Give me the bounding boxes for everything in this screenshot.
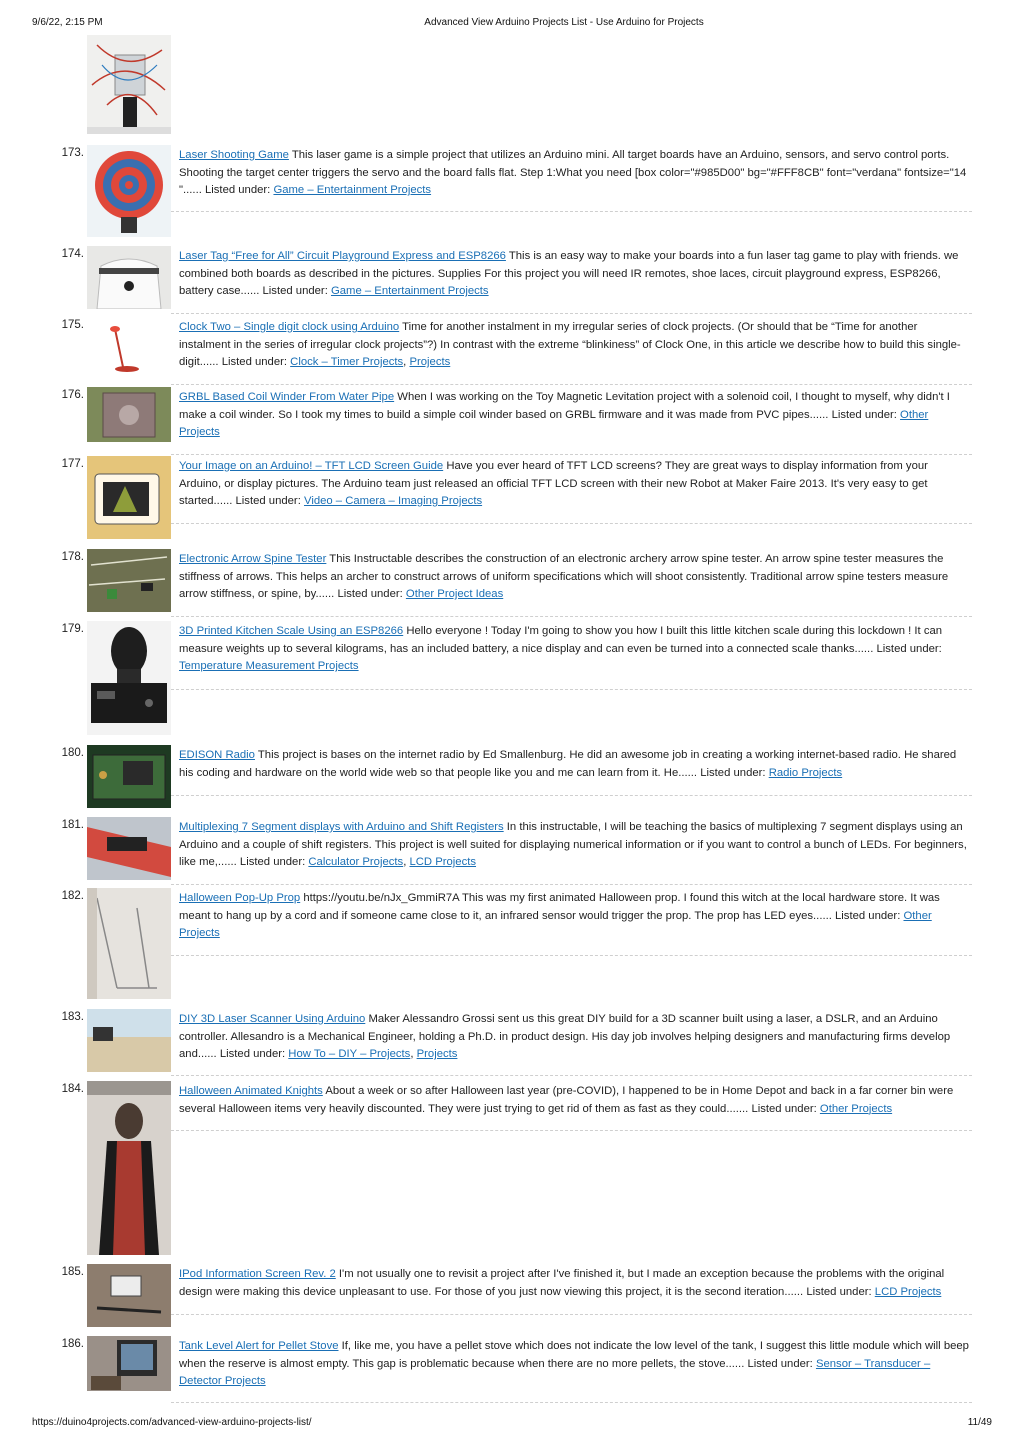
category-link[interactable]: Projects	[416, 1048, 458, 1060]
project-thumbnail[interactable]	[87, 456, 171, 539]
project-thumbnail[interactable]	[87, 817, 171, 880]
item-number: 185.	[61, 1266, 84, 1278]
item-text	[179, 147, 969, 200]
project-description: If, like me, you have a pellet stove which does not indicate the low level of the tank, I suggest this little module which will beep when the reserve is almost empty. This gap is problematic because when there are no more pellets, the stove......	[179, 1340, 969, 1370]
item-divider	[171, 384, 972, 385]
project-title-link[interactable]: Clock Two – Single digit clock using Arduino	[179, 321, 400, 333]
project-title-link[interactable]: Laser Shooting Game	[179, 149, 289, 161]
item-number: 180.	[61, 747, 84, 759]
item-text	[179, 623, 969, 676]
item-text	[179, 1266, 969, 1301]
item-text	[179, 458, 969, 511]
print-page-number: 11/49	[967, 1417, 992, 1428]
listed-under-label: Listed under:	[835, 909, 901, 922]
item-divider	[171, 313, 972, 314]
item-number: 178.	[61, 551, 84, 563]
project-title-link[interactable]: Your Image on an Arduino! – TFT LCD Screen Guide	[179, 460, 444, 472]
project-thumbnail[interactable]	[87, 549, 171, 612]
item-number: 183.	[61, 1011, 84, 1023]
project-title-link[interactable]: Halloween Pop-Up Prop	[179, 892, 301, 904]
listed-under-label: Listed under:	[239, 856, 306, 868]
item-divider	[171, 523, 972, 524]
project-thumbnail[interactable]	[87, 1264, 171, 1327]
project-description: Maker Alessandro Grossi sent us this great DIY build for a 3D scanner built using a laser, a DSLR, and an Arduino controller. Allesandro is a Mechanical Engineer, holding a Ph.D. in product design. His day job involves helping designers and manufacturing firms develop and......	[179, 1013, 951, 1060]
item-number: 177.	[61, 458, 84, 470]
item-divider	[171, 1314, 972, 1315]
item-text	[179, 890, 969, 943]
project-thumbnail[interactable]	[87, 1009, 171, 1072]
item-text	[179, 248, 969, 301]
project-thumbnail[interactable]	[87, 317, 171, 380]
item-text	[179, 747, 969, 782]
item-text	[179, 389, 969, 442]
item-text: DIY 3D Laser Scanner Using Arduino Maker Alessandro Grossi sent us this great DIY build for a 3D scanner built using a laser, a DSLR, and an Arduino controller. Allesandro is a Mechanical Engineer, holding a Ph.D. in product design. His day job involves helping designers and manufacturing firms develop and...... Listed under: How To – DIY – Projects, Projects	[179, 1013, 951, 1060]
item-divider	[171, 689, 972, 690]
category-link[interactable]: Other Projects	[179, 909, 932, 939]
item-number: 176.	[61, 389, 84, 401]
project-thumbnail[interactable]	[87, 1336, 171, 1391]
category-link[interactable]: LCD Projects	[409, 856, 477, 868]
category-link[interactable]: Other Project Ideas	[405, 588, 504, 600]
item-number: 184.	[61, 1083, 84, 1095]
project-thumbnail[interactable]	[87, 1081, 171, 1255]
listed-under-label: Listed under:	[221, 356, 288, 368]
project-title-link[interactable]: Halloween Animated Knights	[179, 1085, 323, 1097]
listed-under-label: Listed under:	[262, 285, 328, 297]
item-number: 179.	[61, 623, 84, 635]
listed-under-label: Listed under:	[747, 1357, 813, 1370]
project-description: When I was working on the Toy Magnetic Levitation project with a solenoid coil, I thought to myself, why didn't I make a coil winder. So I took my times to build a simple coil winder based on GRBL firmware and it was made from PVC pipes......	[179, 391, 950, 421]
project-thumbnail[interactable]	[87, 888, 171, 999]
project-title-link[interactable]: DIY 3D Laser Scanner Using Arduino	[179, 1013, 366, 1025]
project-thumbnail-breadboard	[87, 35, 171, 134]
category-link[interactable]: Other Projects	[819, 1102, 893, 1115]
item-divider	[171, 454, 972, 455]
item-number: 174.	[61, 248, 84, 260]
category-link[interactable]: Game – Entertainment Projects	[330, 285, 489, 297]
item-divider	[171, 1402, 972, 1403]
project-description: Have you ever heard of TFT LCD screens? They are great ways to display information from your Arduino, or display pictures. The Arduino team just released an official TFT LCD screen with their new Robot at Maker Faire 2013. It's very easy to get started......	[179, 460, 928, 507]
item-text: Clock Two – Single digit clock using Arduino Time for another instalment in my irregular series of clock projects. (Or should that be “Time for another instalment in the series of irregular clock projects”?) In contrast with the extreme “blinkiness” of Clock One, in this article we describe how to build this single-digit...... Listed under: Clock – Timer Projects, Projects	[179, 321, 961, 368]
item-number: 173.	[61, 147, 84, 159]
item-divider	[171, 1130, 972, 1131]
print-date: 9/6/22, 2:15 PM	[32, 17, 103, 28]
item-divider	[171, 211, 972, 212]
print-title: Advanced View Arduino Projects List - Use Arduino for Projects	[424, 17, 704, 28]
project-description: About a week or so after Halloween last year (pre-COVID), I happened to be in Home Depot and back in a far corner bin were several Halloween items very heavily discounted. They were just trying to get rid of them as fast as they could.......	[179, 1085, 954, 1115]
category-link[interactable]: Game – Entertainment Projects	[273, 184, 432, 196]
category-link[interactable]: Sensor – Transducer – Detector Projects	[179, 1357, 931, 1387]
item-divider	[171, 955, 972, 956]
category-link[interactable]: LCD Projects	[874, 1285, 942, 1298]
listed-under-label: Listed under:	[876, 642, 942, 655]
project-description: This project is bases on the internet radio by Ed Smallenburg. He did an awesome job in creating a working internet-based radio. He shared his coding and hardware on the world wide web so that people like you and me can learn from it. He......	[179, 749, 957, 779]
item-divider	[171, 884, 972, 885]
listed-under-label: Listed under:	[219, 1048, 286, 1060]
item-text	[179, 1083, 969, 1118]
project-description: I'm not usually one to revisit a project after I've finished it, but I made an exception because the problems with the original design were making this device unpleasant to use. For those of you just now viewing this project, it is the second iteration......	[179, 1268, 945, 1298]
listed-under-label: Listed under:	[751, 1102, 817, 1115]
item-divider	[171, 795, 972, 796]
project-description: In this instructable, I will be teaching the basics of multiplexing 7 segment displays using an Arduino and a couple of shift registers. This project is well suited for displaying numerical information or if you want to control a bunch of LEDs. For beginners, like me,......	[179, 821, 967, 868]
project-description: Time for another instalment in my irregular series of clock projects. (Or should that be “Time for another instalment in the series of irregular clock projects”?) In contrast with the extreme “blinkiness” of Clock One, in this article we describe how to build this single-digit......	[179, 321, 961, 368]
project-title-link[interactable]: GRBL Based Coil Winder From Water Pipe	[179, 391, 395, 403]
category-link[interactable]: Radio Projects	[768, 766, 843, 779]
item-divider	[171, 616, 972, 617]
item-text	[179, 1338, 969, 1391]
item-text: Multiplexing 7 Segment displays with Arduino and Shift Registers In this instructable, I will be teaching the basics of multiplexing 7 segment displays using an Arduino and a couple of shift registers. This project is well suited for displaying numerical information or if you want to control a bunch of LEDs. For beginners, like me,...... Listed under: Calculator Projects, LCD Projects	[179, 821, 967, 868]
listed-under-label: Listed under:	[337, 588, 403, 600]
print-header	[0, 17, 1024, 31]
project-description: https://youtu.be/nJx_GmmiR7A This was my first animated Halloween prop. I found this witch at the local hardware store. It was meant to hang up by a cord and if someone came close to it, an infrared sensor would trigger the prop. The prop has LED eyes......	[179, 892, 940, 922]
item-number: 182.	[61, 890, 84, 902]
category-link[interactable]: Calculator Projects	[308, 856, 404, 868]
listed-under-label: Listed under:	[204, 184, 271, 196]
project-thumbnail[interactable]	[87, 387, 171, 442]
print-footer	[0, 1417, 1024, 1431]
project-thumbnail[interactable]	[87, 246, 171, 309]
category-link[interactable]: Video – Camera – Imaging Projects	[303, 495, 483, 507]
project-thumbnail[interactable]	[87, 145, 171, 237]
listed-under-label: Listed under:	[235, 495, 301, 507]
item-number: 181.	[61, 819, 84, 831]
project-title-link[interactable]: Electronic Arrow Spine Tester	[179, 553, 327, 565]
project-thumbnail[interactable]	[87, 745, 171, 808]
item-divider	[171, 1075, 972, 1076]
listed-under-label: Listed under:	[806, 1285, 872, 1298]
category-link[interactable]: Clock – Timer Projects	[290, 356, 404, 368]
category-link[interactable]: How To – DIY – Projects	[288, 1048, 411, 1060]
listed-under-label: Listed under:	[831, 408, 897, 421]
project-description: This Instructable describes the construction of an electronic archery arrow spine tester. An arrow spine tester measures the stiffness of arrows. This helps an archer to construct arrows of uniform specifications which will shoot consistently. Traditional arrow spine testers measure arrow stiffness, or spine, by......	[179, 553, 949, 600]
item-number: 186.	[61, 1338, 84, 1350]
project-title-link[interactable]: IPod Information Screen Rev. 2	[179, 1268, 336, 1280]
category-link[interactable]: Temperature Measurement Projects	[179, 660, 359, 672]
project-description: This laser game is a simple project that utilizes an Arduino mini. All target boards have an Arduino, sensors, and servo control ports. Shooting the target center triggers the servo and the board falls flat. Step 1:What you need [box color="#985D00" bg="#FFF8CB" font="verdana" fontsize="14 "......	[179, 149, 967, 196]
listed-under-label: Listed under:	[700, 766, 766, 779]
category-link[interactable]: Other Projects	[179, 408, 929, 438]
print-url: https://duino4projects.com/advanced-view-arduino-projects-list/	[32, 1417, 312, 1428]
item-text	[179, 551, 969, 604]
project-title-link[interactable]: Tank Level Alert for Pellet Stove	[179, 1340, 339, 1352]
project-description: This is an easy way to make your boards into a fun laser tag game to play with friends. we combined both boards as described in the pictures. Supplies For this project you will need IR remotes, shoe laces, circuit playground express, ESP8266, battery case......	[179, 250, 959, 297]
project-title-link[interactable]: 3D Printed Kitchen Scale Using an ESP8266	[179, 625, 404, 637]
project-thumbnail[interactable]	[87, 621, 171, 735]
project-title-link[interactable]: Laser Tag “Free for All” Circuit Playground Express and ESP8266	[179, 250, 506, 262]
project-title-link[interactable]: Multiplexing 7 Segment displays with Arduino and Shift Registers	[179, 821, 504, 833]
project-title-link[interactable]: EDISON Radio	[179, 749, 255, 761]
project-description: Hello everyone ! Today I'm going to show you how I built this little kitchen scale during this lockdown ! It can measure weights up to several kilograms, has an included battery, a nice display and can even be turned into a connected scale thanks......	[179, 625, 943, 655]
category-link[interactable]: Projects	[409, 356, 451, 368]
item-number: 175.	[61, 319, 84, 331]
